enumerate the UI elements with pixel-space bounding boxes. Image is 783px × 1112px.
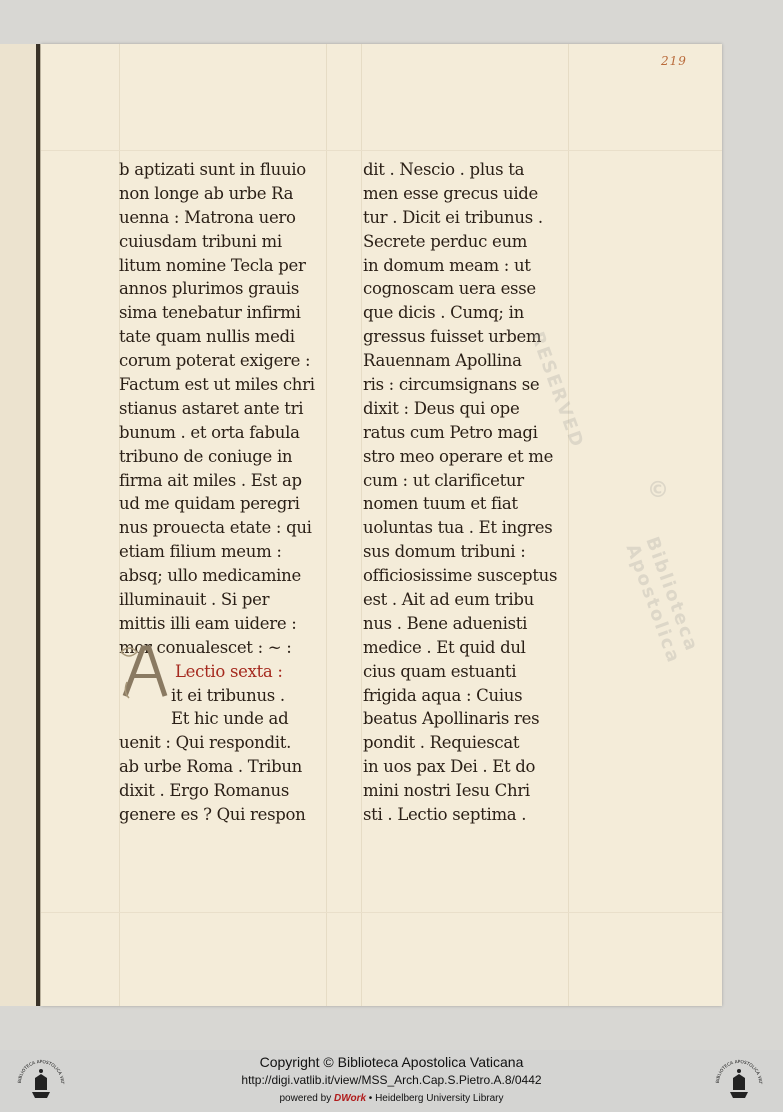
manuscript-line: nus . Bene aduenisti — [363, 613, 528, 633]
manuscript-line: mini nostri Iesu Chri — [363, 781, 530, 801]
manuscript-line: b aptizati sunt in fluuio — [119, 160, 306, 179]
manuscript-line: cuiusdam tribuni mi — [119, 231, 282, 251]
manuscript-line: nomen tuum et fiat — [363, 494, 518, 514]
text-column-right — [363, 158, 593, 827]
manuscript-line: in domum meam : ut — [363, 255, 531, 275]
manuscript-line: ab urbe Roma . Tribun — [119, 757, 302, 777]
manuscript-line: frigida aqua : Cuius — [363, 685, 523, 705]
source-url-link[interactable]: http://digi.vatlib.it/view/MSS_Arch.Cap.S.Pietro.A.8/0442 — [241, 1073, 542, 1087]
manuscript-line: etiam filium meum : — [119, 542, 282, 562]
manuscript-line: genere es ? Qui respon — [119, 805, 306, 825]
manuscript-line: tate quam nullis medi — [119, 327, 295, 347]
manuscript-line: ratus cum Petro magi — [363, 422, 538, 442]
manuscript-line: absq; ullo medicamine — [119, 566, 301, 586]
manuscript-line: tur . Dicit ei tribunus . — [363, 207, 543, 227]
manuscript-line: it ei tribunus . — [171, 685, 285, 705]
manuscript-line: dit . Nescio . plus ta — [363, 160, 525, 179]
manuscript-line: gressus fuisset urbem — [363, 327, 542, 347]
manuscript-line: sus domum tribuni : — [363, 542, 526, 562]
manuscript-line: ris : circumsignans se — [363, 375, 540, 395]
manuscript-page — [41, 44, 722, 1006]
manuscript-line: tribuno de coniuge in — [119, 446, 293, 466]
watermark-reserved: RESERVED — [526, 329, 588, 452]
manuscript-line: Factum est ut miles chri — [119, 375, 315, 395]
text-column-left — [119, 158, 349, 827]
manuscript-line: nus prouecta etate : qui — [119, 518, 312, 538]
manuscript-line: cius quam estuanti — [363, 661, 517, 681]
manuscript-line: illuminauit . Si per — [119, 590, 270, 610]
rubric-lectio-septima: Lectio septima . — [397, 805, 527, 825]
manuscript-line: Et hic unde ad — [171, 709, 289, 729]
manuscript-line: uenna : Matrona uero — [119, 207, 296, 227]
manuscript-line: litum nomine Tecla per — [119, 255, 306, 275]
binding-gutter — [36, 44, 40, 1006]
manuscript-line: uenit : Qui respondit. — [119, 733, 292, 753]
left-facing-leaf — [0, 44, 41, 1006]
manuscript-line: non longe ab urbe Ra — [119, 183, 294, 203]
powered-prefix: powered by — [279, 1093, 334, 1104]
powered-suffix: • Heidelberg University Library — [366, 1093, 504, 1104]
manuscript-line: stianus astaret ante tri — [119, 398, 304, 418]
manuscript-line: Lectio sexta : — [175, 661, 283, 681]
manuscript-line: uoluntas tua . Et ingres — [363, 518, 553, 538]
manuscript-line: Rauennam Apollina — [363, 351, 522, 371]
manuscript-line: que dicis . Cumq; in — [363, 303, 524, 323]
manuscript-line: est . Ait ad eum tribu — [363, 590, 534, 610]
manuscript-line: officiosissime susceptus — [363, 566, 558, 586]
manuscript-line: sima tenebatur infirmi — [119, 303, 301, 323]
manuscript-line: beatus Apollinaris res — [363, 709, 540, 729]
ruling-line — [41, 912, 722, 913]
seal-text: BIBLIOTECA APOSTOLICA VAT — [17, 1059, 65, 1085]
manuscript-line: firma ait miles . Est ap — [119, 470, 302, 490]
powered-by-line — [0, 1093, 783, 1104]
manuscript-line — [363, 803, 593, 827]
ruling-line — [41, 150, 722, 151]
manuscript-line: annos plurimos grauis — [119, 279, 300, 299]
manuscript-line: men esse grecus uide — [363, 183, 539, 203]
dwork-brand[interactable]: DWork — [333, 1093, 367, 1104]
manuscript-line: sti . — [363, 805, 398, 825]
copyright-notice: Copyright © Biblioteca Apostolica Vaticana — [259, 1054, 524, 1070]
manuscript-line: cognoscam uera esse — [363, 279, 536, 299]
watermark-copyright: © — [647, 478, 671, 503]
manuscript-line: corum poterat exigere : — [119, 351, 311, 371]
manuscript-line: in uos pax Dei . Et do — [363, 757, 536, 777]
manuscript-line: medice . Et quid dul — [363, 637, 526, 657]
ruling-line — [361, 44, 362, 1006]
manuscript-line: dixit . Ergo Romanus — [119, 781, 290, 801]
manuscript-line: ud me quidam peregri — [119, 494, 300, 514]
manuscript-line: stro meo operare et me — [363, 446, 554, 466]
footer-bar — [0, 1050, 783, 1112]
seal-text: BIBLIOTECA APOSTOLICA VAT — [715, 1059, 763, 1085]
manuscript-line: bunum . et orta fabula — [119, 422, 300, 442]
watermark-library: Biblioteca Apostolica — [621, 534, 703, 667]
decorated-initial — [119, 642, 171, 700]
manuscript-line: mittis illi eam uidere : — [119, 613, 297, 633]
manuscript-line: Secrete perduc eum — [363, 231, 528, 251]
manuscript-line: pondit . Requiescat — [363, 733, 520, 753]
manuscript-line: dixit : Deus qui ope — [363, 398, 520, 418]
folio-number: 219 — [661, 54, 687, 68]
manuscript-line: mor conualescet : ~ : — [119, 637, 292, 657]
manuscript-line: cum : ut clarificetur — [363, 470, 524, 490]
vatican-seal-icon — [712, 1056, 766, 1110]
